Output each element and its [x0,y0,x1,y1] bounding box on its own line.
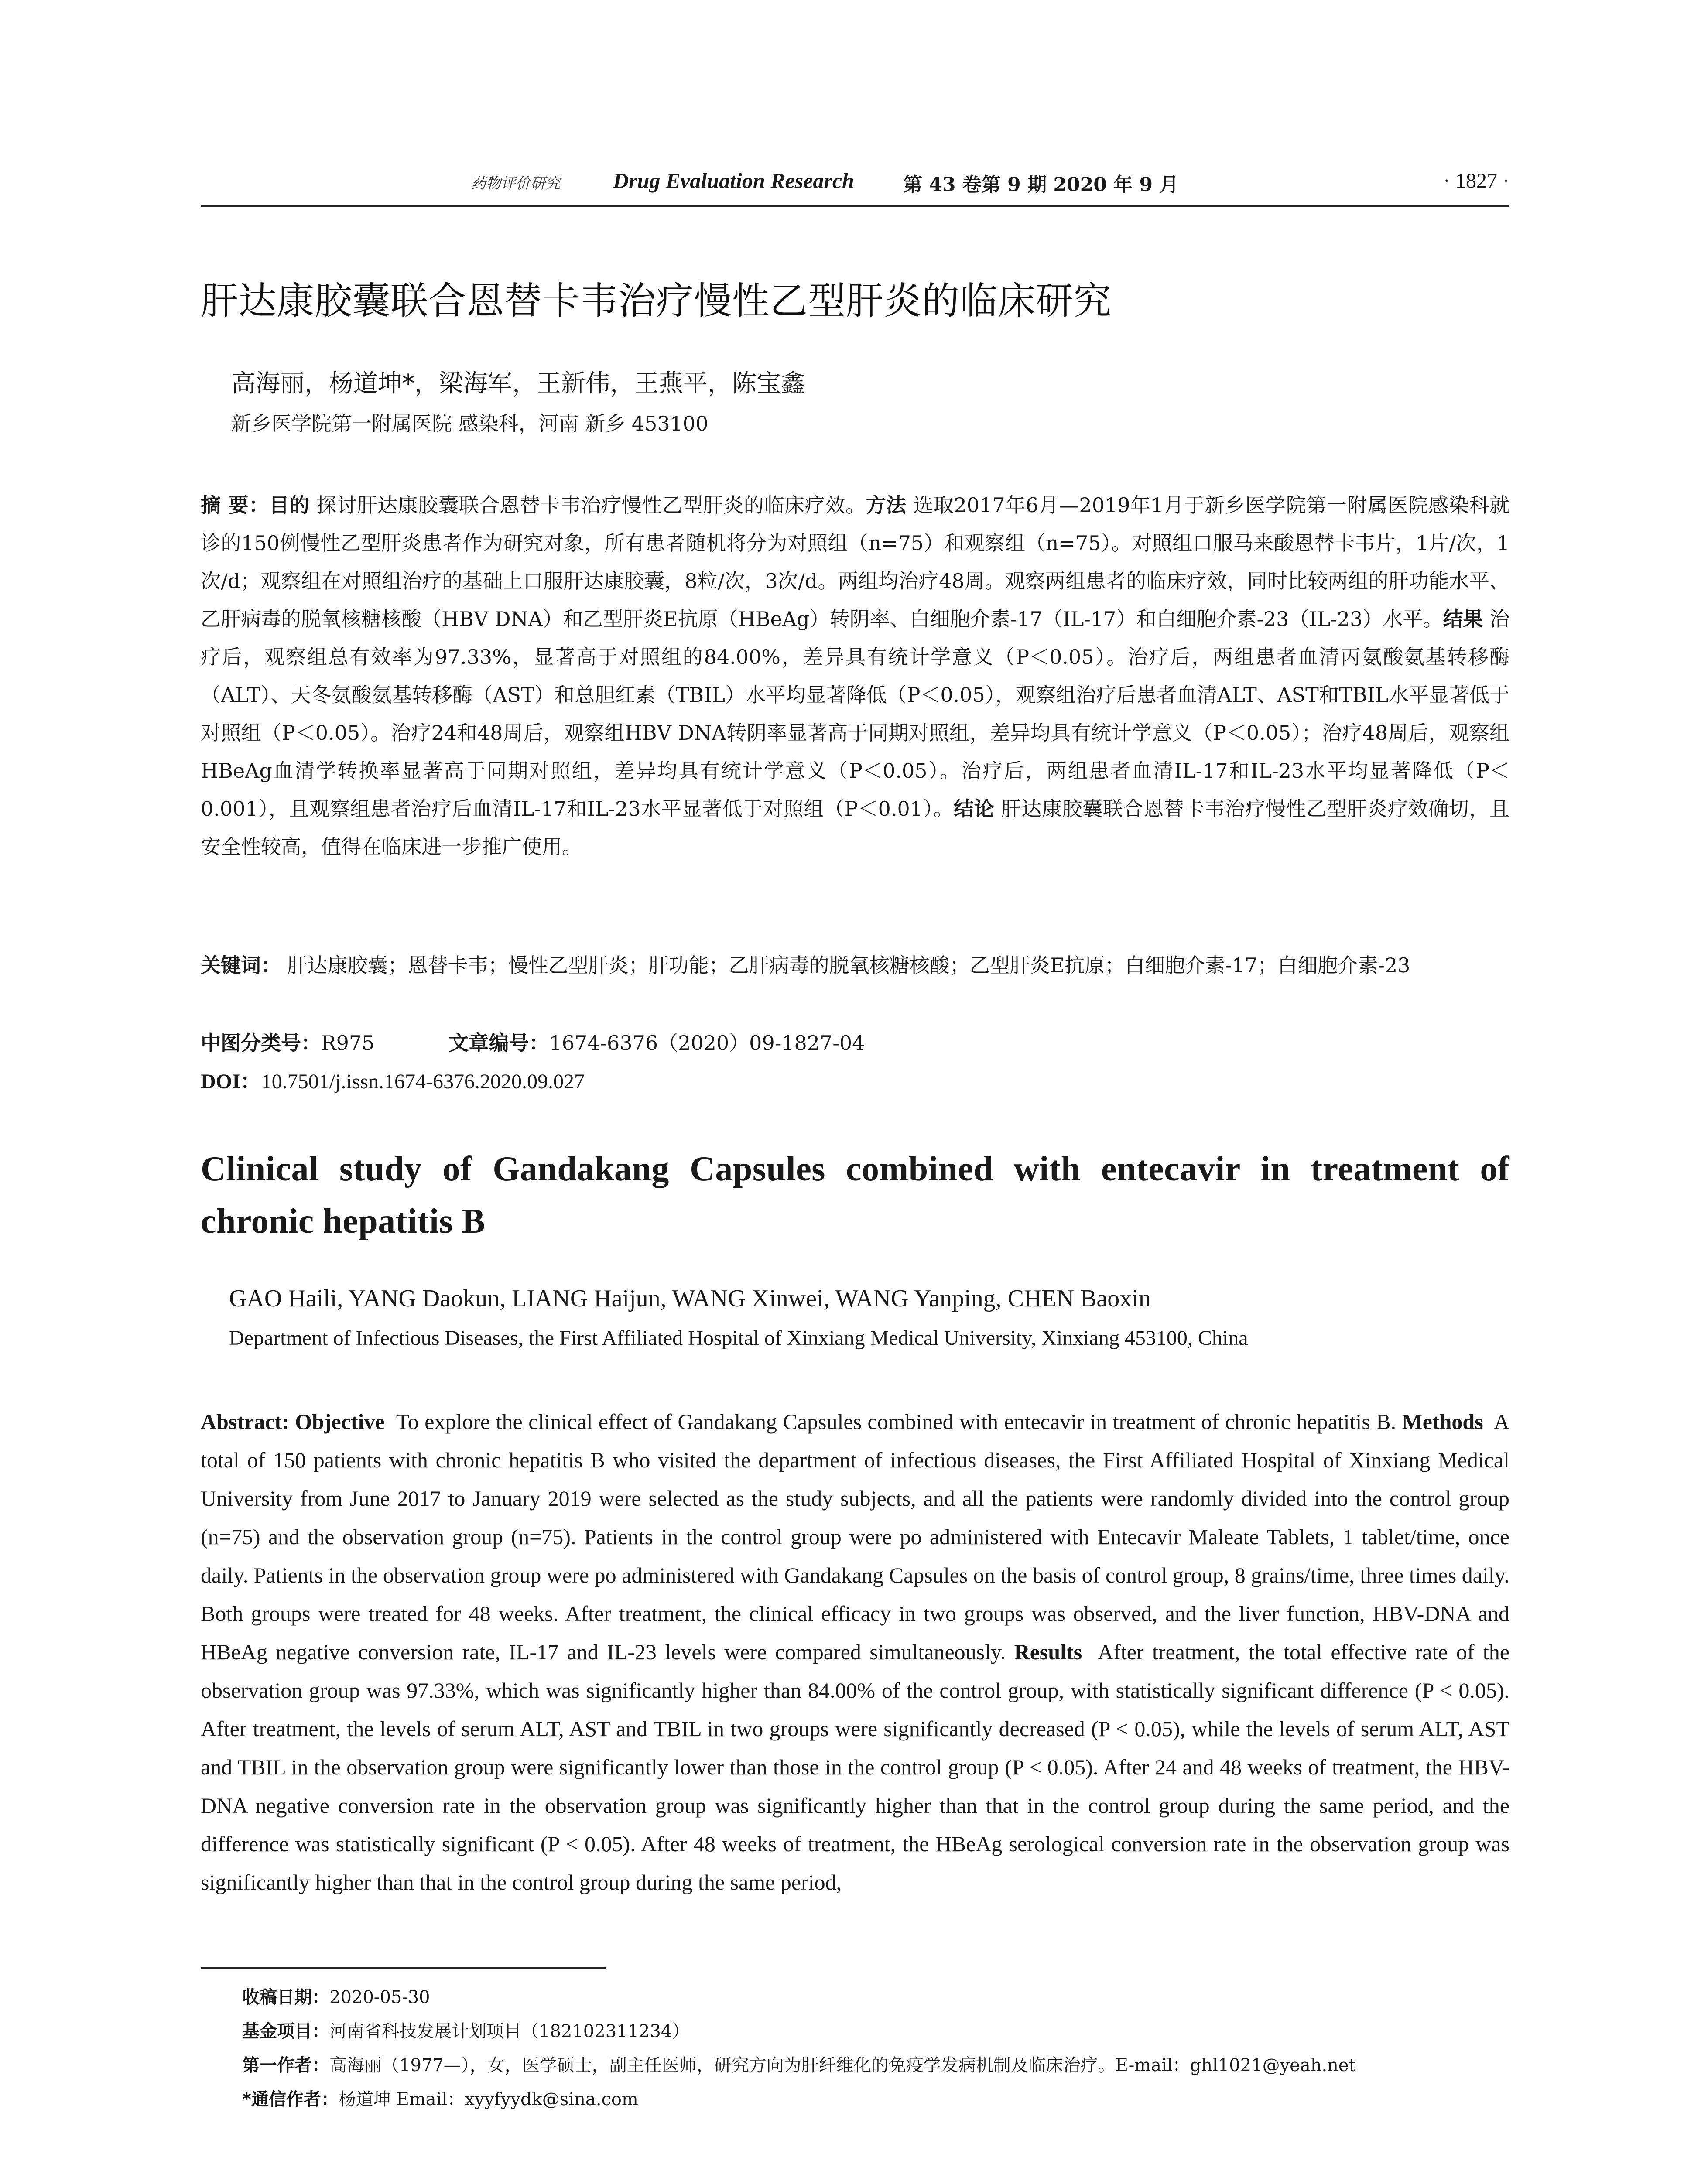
objective-cn-label: 目的 [269,493,310,517]
running-header [201,168,1509,198]
footnote-divider [201,1967,606,1969]
affiliation-cn: 新乡医学院第一附属医院 感染科，河南 新乡 453100 [231,412,709,435]
clc-value: R975 [321,1031,375,1055]
methods-cn-label: 方法 [866,493,907,517]
title-cn: 肝达康胶囊联合恩替卡韦治疗慢性乙型肝炎的临床研究 [201,279,1112,323]
article-value: 1674-6376（2020）09-1827-04 [549,1031,865,1055]
footnote-fund [242,2014,1507,2048]
abstract-cn [201,486,1509,866]
methods-en-label: Methods [1402,1409,1483,1434]
results-en-label: Results [1014,1640,1082,1664]
clc-label: 中图分类号： [201,1031,321,1055]
footnote-text: 河南省科技发展计划项目（182102311234） [329,2021,690,2041]
abstract-cn-label: 摘 要： [201,493,269,517]
results-cn-label: 结果 [1443,607,1483,631]
footnote-label: 收稿日期： [242,1987,329,2007]
keywords-label: 关键词： [201,954,281,977]
footnote-label: 第一作者： [242,2055,329,2075]
footnote-first-author [242,2048,1507,2082]
abstract-en-label: Abstract: [201,1409,289,1434]
authors-en: GAO Haili, YANG Daokun, LIANG Haijun, WANG Xinwei, WANG Yanping, CHEN Baoxin [229,1285,1151,1312]
footnote-corresponding [242,2082,1507,2116]
header-divider [201,205,1509,207]
authors-cn: 高海丽，杨道坤*，梁海军，王新伟，王燕平，陈宝鑫 [231,369,805,398]
results-cn: 治疗后，观察组总有效率为97.33%，显著高于对照组的84.00%，差异具有统计学意义（P＜0.05）。治疗后，两组患者血清丙氨酸氨基转移酶（ALT）、天冬氨酸氨基转移酶（AST）和总胆红素（TBIL）水平均显著降低（P＜0.05），观察组治疗后患者血清ALT、AST和TBIL水平显著低于对照组（P＜0.05）。治疗24和48周后，观察组HBV DNA转阴率显著高于同期对照组，差异均具有统计学意义（P＜0.05）；治疗48周后，观察组HBeAg血清学转换率显著高于同期对照组，差异均具有统计学意义（P＜0.05）。治疗后，两组患者血清IL-17和IL-23水平均显著降低（P＜0.001），且观察组患者治疗后血清IL-17和IL-23水平显著低于对照组（P＜0.01）。 [201,607,1510,820]
title-en: Clinical study of Gandakang Capsules combined with entecavir in treatment of chronic hepatitis B [201,1150,1509,1241]
doi-label: DOI： [201,1070,261,1093]
footnote-label: 基金项目： [242,2021,329,2041]
doi-value[interactable]: 10.7501/j.issn.1674-6376.2020.09.027 [261,1070,585,1093]
journal-logo-cn: 药物评价研究 [471,175,560,192]
page-number: · 1827 · [1443,169,1509,192]
objective-en: To explore the clinical effect of Gandakang Capsules combined with entecavir in treatment of chronic hepatitis B. [396,1409,1397,1434]
methods-en: A total of 150 patients with chronic hepatitis B who visited the department of infectious diseases, the First Affiliated Hospital of Xinxiang Medical University from June 2017 to January 2019 were selected as the study subjects, and all the patients were randomly divided into the control group (n=75) and the observation group (n=75). Patients in the control group were po administered with Entecavir Maleate Tablets, 1 tablet/time, once daily. Patients in the observation group were po administered with Gandakang Capsules on the basis of control group, 8 grains/time, three times daily. Both groups were treated for 48 weeks. After treatment, the clinical efficacy in two groups was observed, and the liver function, HBV-DNA and HBeAg negative conversion rate, IL-17 and IL-23 levels were compared simultaneously. [201,1409,1510,1664]
doi-line [201,1064,585,1094]
abstract-en [201,1402,1509,1901]
footnotes [242,1980,1507,2116]
conclusion-cn-label: 结论 [953,797,995,820]
volume-issue: 第 43 卷第 9 期 2020 年 9 月 [903,174,1179,196]
article-label: 文章编号： [448,1031,549,1055]
keywords-text: 肝达康胶囊；恩替卡韦；慢性乙型肝炎；肝功能；乙肝病毒的脱氧核糖核酸；乙型肝炎E抗原；白细胞介素-17；白细胞介素-23 [287,954,1410,977]
footnote-received [242,1980,1507,2014]
results-en: After treatment, the total effective rate of the observation group was 97.33%, which was significantly higher than 84.00% of the control group, with statistically significant difference (P < 0.05). After treatment, the levels of serum ALT, AST and TBIL in two groups were significantly decreased (P < 0.05), while the levels of serum ALT, AST and TBIL in the observation group were significantly lower than those in the control group (P < 0.05). After 24 and 48 weeks of treatment, the HBV-DNA negative conversion rate in the observation group was significantly higher than that in the control group during the same period, and the difference was statistically significant (P < 0.05). After 48 weeks of treatment, the HBeAg serological conversion rate in the observation group was significantly higher than that in the control group during the same period, [201,1640,1509,1894]
conclusion-cn: 肝达康胶囊联合恩替卡韦治疗慢性乙型肝炎疗效确切，且安全性较高，值得在临床进一步推广使用。 [201,797,1510,858]
footnote-text: 高海丽（1977—），女，医学硕士，副主任医师，研究方向为肝纤维化的免疫学发病机制及临床治疗。E-mail：ghl1021@yeah.net [329,2055,1356,2075]
objective-cn: 探讨肝达康胶囊联合恩替卡韦治疗慢性乙型肝炎的临床疗效。 [316,493,866,517]
classification-line [201,1027,865,1056]
journal-name: Drug Evaluation Research [613,168,854,193]
keywords-cn [201,947,1509,985]
methods-cn: 选取2017年6月—2019年1月于新乡医学院第一附属医院感染科就诊的150例慢性乙型肝炎患者作为研究对象，所有患者随机将分为对照组（n=75）和观察组（n=75）。对照组口服马来酸恩替卡韦片，1片/次，1次/d；观察组在对照组治疗的基础上口服肝达康胶囊，8粒/次，3次/d。两组均治疗48周。观察两组患者的临床疗效，同时比较两组的肝功能水平、乙肝病毒的脱氧核糖核酸（HBV DNA）和乙型肝炎E抗原（HBeAg）转阴率、白细胞介素-17（IL-17）和白细胞介素-23（IL-23）水平。 [201,493,1510,631]
objective-en-label: Objective [295,1409,385,1434]
footnote-text: 2020-05-30 [329,1987,430,2007]
affiliation-en: Department of Infectious Diseases, the First Affiliated Hospital of Xinxiang Medical University, Xinxiang 453100, China [229,1326,1248,1350]
footnote-text: 杨道坤 Email：xyyfyydk@sina.com [338,2089,638,2109]
footnote-label: *通信作者： [242,2089,339,2109]
